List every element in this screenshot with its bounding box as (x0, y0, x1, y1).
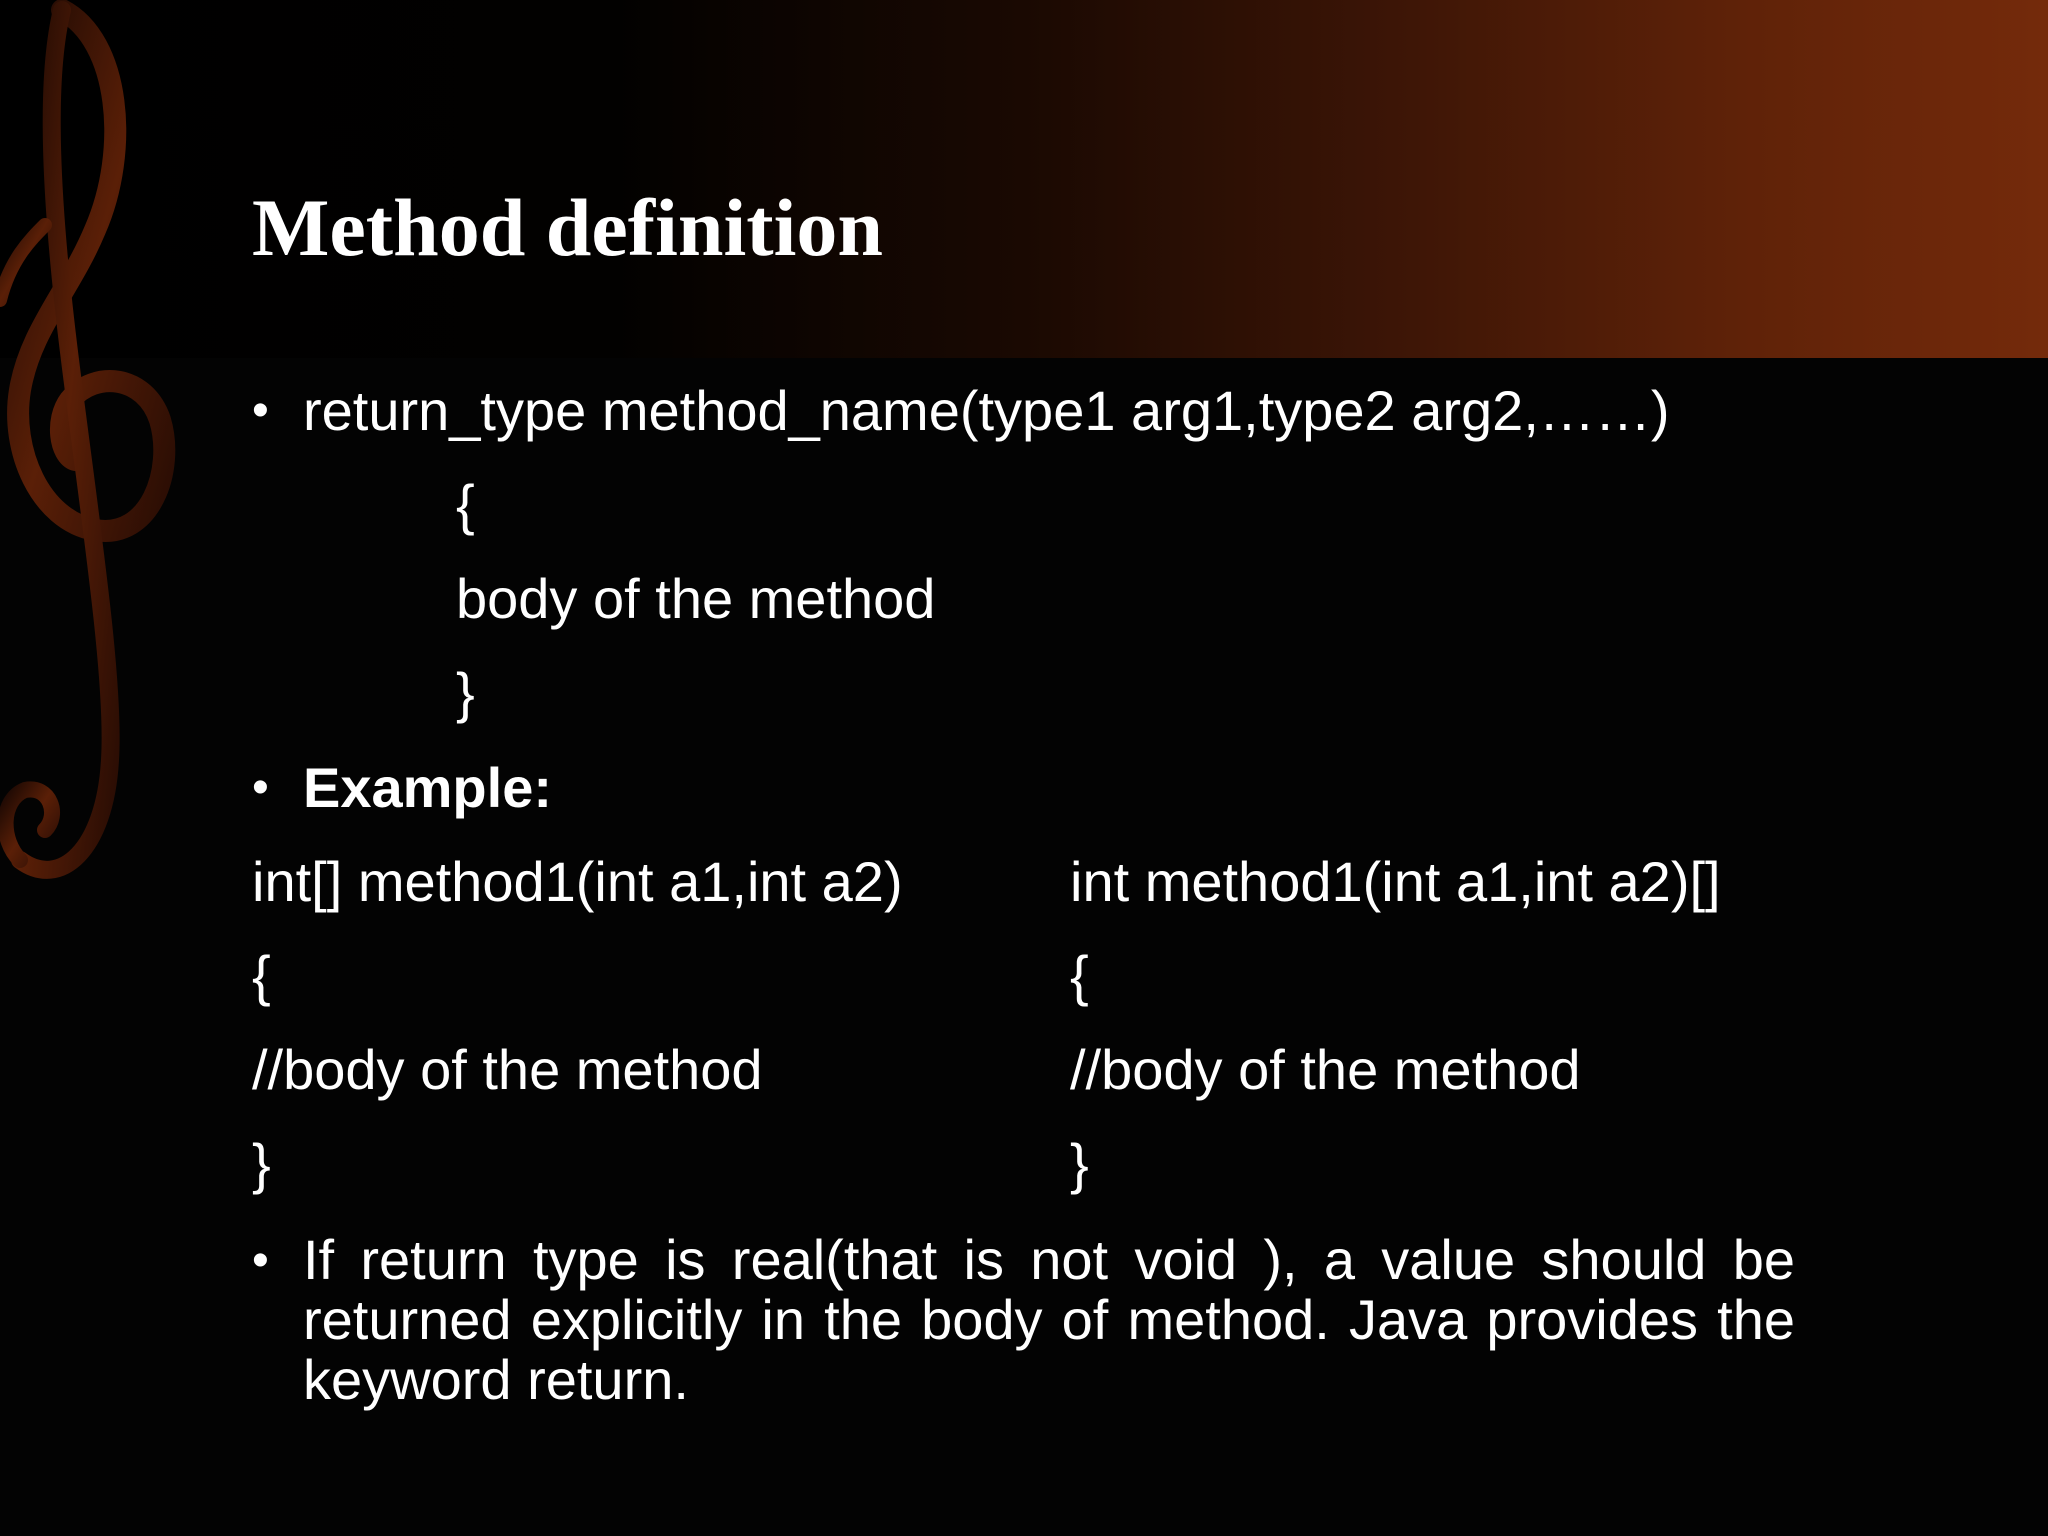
example-right-body: //body of the method (1070, 1038, 1581, 1101)
syntax-body: body of the method (456, 567, 936, 630)
syntax-close-brace: } (456, 661, 475, 724)
syntax-signature: return_type method_name(type1 arg1,type2 arg2,……) (303, 379, 1670, 442)
example-right-open-brace: { (1070, 944, 1089, 1007)
example-right-signature: int method1(int a1,int a2)[] (1070, 850, 1721, 913)
return-note: If return type is real(that is not void ), a value should be returned explicitly in the body of method. Java provides the keyword return. (303, 1228, 1795, 1411)
slide-title: Method definition (252, 182, 883, 273)
treble-clef-icon (0, 0, 180, 920)
example-right-close-brace: } (1070, 1132, 1089, 1195)
bullet-marker: • (252, 1234, 269, 1287)
example-left-open-brace: { (252, 944, 271, 1007)
example-left-signature: int[] method1(int a1,int a2) (252, 850, 903, 913)
example-left-close-brace: } (252, 1132, 271, 1195)
bullet-marker: • (252, 761, 269, 814)
bullet-marker: • (252, 384, 269, 437)
example-label: Example: (303, 756, 552, 819)
example-left-body: //body of the method (252, 1038, 763, 1101)
syntax-open-brace: { (456, 473, 475, 536)
